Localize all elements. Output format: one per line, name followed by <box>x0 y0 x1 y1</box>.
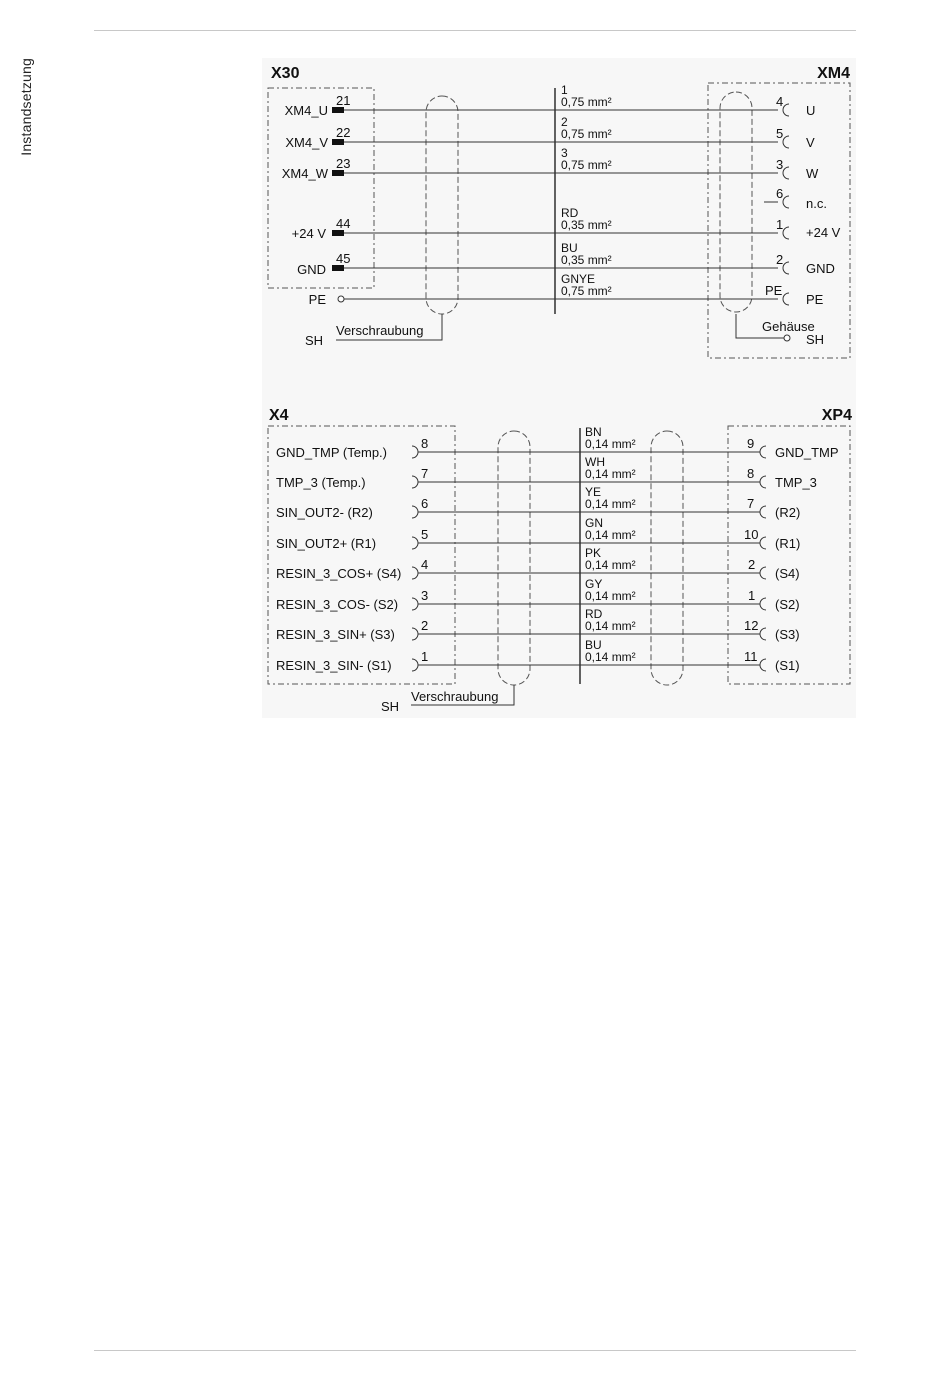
wire-code: GN <box>585 516 603 530</box>
right-pin-number: 2 <box>748 557 756 572</box>
wire-code: RD <box>585 607 603 621</box>
wire-code: BN <box>585 425 602 439</box>
right-pin-number: 10 <box>744 527 759 542</box>
left-signal-label: PE <box>308 292 326 307</box>
left-pin-number: 3 <box>421 588 429 603</box>
right-signal-label: (R1) <box>775 536 801 551</box>
left-pin-number: 22 <box>336 125 351 140</box>
wire-code: RD <box>561 206 579 220</box>
left-signal-label: RESIN_3_COS+ (S4) <box>276 566 402 581</box>
right-pin-number: 7 <box>747 496 755 511</box>
terminal-circle <box>338 296 344 302</box>
wire-cross-section: 0,35 mm² <box>561 218 612 232</box>
wire-cross-section: 0,14 mm² <box>585 619 636 633</box>
left-pin-number: 45 <box>336 251 351 266</box>
section-side-label: Instandsetzung <box>18 58 34 156</box>
right-signal-label: (S4) <box>775 566 800 581</box>
left-pin-number: 7 <box>421 466 429 481</box>
shield-note: Gehäuse <box>762 319 815 334</box>
wire-code: YE <box>585 485 602 499</box>
wire-cross-section: 0,75 mm² <box>561 284 612 298</box>
wire-code: WH <box>585 455 605 469</box>
right-signal-label: V <box>806 135 815 150</box>
right-signal-label: +24 V <box>806 225 841 240</box>
wire-code: PK <box>585 546 602 560</box>
wire-cross-section: 0,75 mm² <box>561 95 612 109</box>
x30-connector-title: X30 <box>271 65 300 82</box>
wire-cross-section: 0,14 mm² <box>585 650 636 664</box>
wire-cross-section: 0,35 mm² <box>561 253 612 267</box>
shield-label: SH <box>381 699 400 714</box>
wire-code: 1 <box>561 83 568 97</box>
left-pin-number: 8 <box>421 436 429 451</box>
right-pin-number: 1 <box>748 588 756 603</box>
wire-code: GNYE <box>561 272 596 286</box>
left-signal-label: GND <box>297 262 326 277</box>
left-signal-label: GND_TMP (Temp.) <box>276 445 387 460</box>
left-pin-number: 44 <box>336 216 351 231</box>
right-signal-label: (S1) <box>775 658 800 673</box>
left-pin-number: 21 <box>336 93 351 108</box>
right-pin-number: 1 <box>776 217 784 232</box>
right-pin-number: PE <box>765 283 783 298</box>
left-pin-number: 1 <box>421 649 429 664</box>
right-signal-label: W <box>806 166 819 181</box>
right-pin-number: 11 <box>744 649 758 664</box>
wire-cross-section: 0,14 mm² <box>585 497 636 511</box>
wire-cross-section: 0,14 mm² <box>585 437 636 451</box>
shield-label: SH <box>305 333 324 348</box>
xp4-connector-title: XP4 <box>821 407 852 424</box>
wire-code: BU <box>561 241 578 255</box>
right-pin-number: 8 <box>747 466 755 481</box>
terminal-circle <box>784 335 790 341</box>
left-pin-number: 4 <box>421 557 429 572</box>
left-signal-label: XM4_U <box>284 103 328 118</box>
right-pin-number: 3 <box>776 157 784 172</box>
wire-cross-section: 0,75 mm² <box>561 127 612 141</box>
right-signal-label: PE <box>806 292 824 307</box>
left-signal-label: XM4_V <box>285 135 328 150</box>
wire-code: 3 <box>561 146 568 160</box>
wire-cross-section: 0,14 mm² <box>585 528 636 542</box>
left-signal-label: RESIN_3_SIN- (S1) <box>276 658 392 673</box>
left-signal-label: XM4_W <box>281 166 328 181</box>
left-signal-label: +24 V <box>291 226 326 241</box>
wire-code: 2 <box>561 115 568 129</box>
right-signal-label: (S3) <box>775 627 800 642</box>
right-signal-label: n.c. <box>806 196 827 211</box>
right-pin-number: 12 <box>744 618 759 633</box>
left-pin-number: 6 <box>421 496 429 511</box>
wire-code: BU <box>585 638 602 652</box>
shield-label: SH <box>806 332 825 347</box>
wire-code: GY <box>585 577 603 591</box>
wire-cross-section: 0,14 mm² <box>585 589 636 603</box>
left-pin-number: 23 <box>336 156 351 171</box>
xm4-connector-title: XM4 <box>817 65 850 82</box>
left-signal-label: RESIN_3_SIN+ (S3) <box>276 627 395 642</box>
right-pin-number: 9 <box>747 436 755 451</box>
x4-connector-title: X4 <box>269 407 289 424</box>
right-signal-label: (S2) <box>775 597 800 612</box>
left-signal-label: RESIN_3_COS- (S2) <box>276 597 399 612</box>
right-signal-label: TMP_3 <box>775 475 817 490</box>
wire-cross-section: 0,75 mm² <box>561 158 612 172</box>
shield-note: Verschraubung <box>336 323 424 338</box>
wire-cross-section: 0,14 mm² <box>585 467 636 481</box>
right-signal-label: GND <box>806 261 835 276</box>
right-signal-label: (R2) <box>775 505 801 520</box>
left-pin-number: 2 <box>421 618 429 633</box>
right-pin-number: 4 <box>776 94 784 109</box>
right-pin-number: 6 <box>776 186 784 201</box>
shield-note: Verschraubung <box>411 689 499 704</box>
right-signal-label: U <box>806 103 816 118</box>
left-pin-number: 5 <box>421 527 429 542</box>
diagram-background <box>262 58 856 718</box>
right-pin-number: 5 <box>776 126 784 141</box>
wire-cross-section: 0,14 mm² <box>585 558 636 572</box>
right-pin-number: 2 <box>776 252 784 267</box>
left-signal-label: SIN_OUT2+ (R1) <box>276 536 377 551</box>
right-signal-label: GND_TMP <box>775 445 839 460</box>
left-signal-label: TMP_3 (Temp.) <box>276 475 366 490</box>
left-signal-label: SIN_OUT2- (R2) <box>276 505 373 520</box>
